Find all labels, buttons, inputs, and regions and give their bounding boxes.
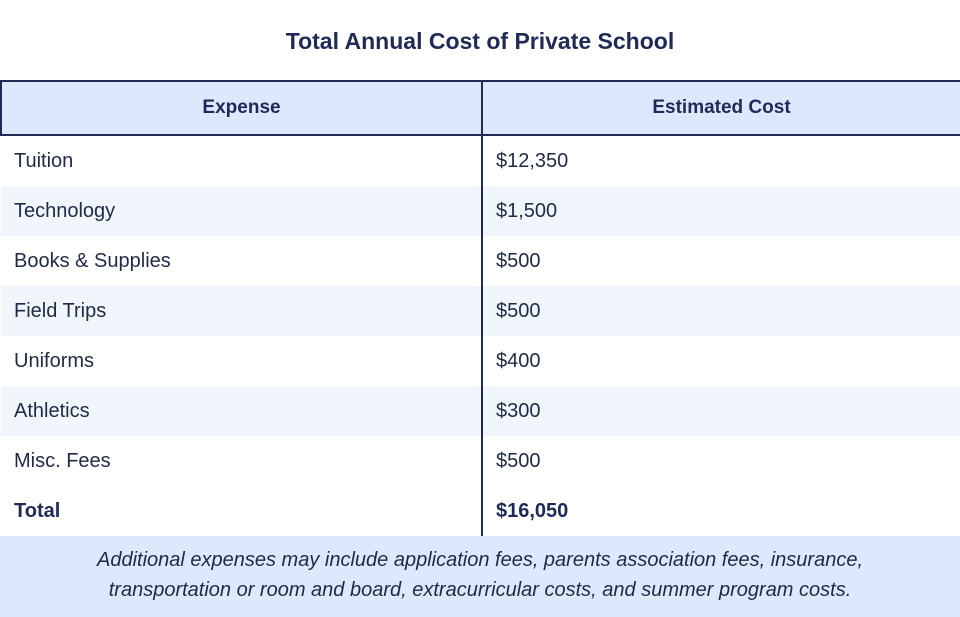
table-row bbox=[1, 336, 960, 386]
total-row bbox=[1, 486, 960, 536]
cost-cell: $500 bbox=[482, 286, 960, 336]
table-row bbox=[1, 286, 960, 336]
column-header-estimated-cost: Estimated Cost bbox=[482, 81, 960, 135]
cost-cell: $300 bbox=[482, 386, 960, 436]
cost-cell: $500 bbox=[482, 436, 960, 486]
expense-cell: Athletics bbox=[1, 386, 482, 436]
cost-cell: $500 bbox=[482, 236, 960, 286]
total-cost: $16,050 bbox=[482, 486, 960, 536]
total-label: Total bbox=[1, 486, 482, 536]
table-row bbox=[1, 236, 960, 286]
cost-cell: $1,500 bbox=[482, 186, 960, 236]
table-row bbox=[1, 186, 960, 236]
page-title: Total Annual Cost of Private School bbox=[285, 28, 675, 54]
expense-cell: Misc. Fees bbox=[1, 436, 482, 486]
expense-cell: Technology bbox=[1, 186, 482, 236]
table-row bbox=[1, 135, 960, 186]
expense-table bbox=[0, 80, 960, 536]
table-row bbox=[1, 386, 960, 436]
cost-cell: $400 bbox=[482, 336, 960, 386]
footnote: Additional expenses may include application fees, parents association fees, insurance, transportation or room and board, extracurricular costs, and summer program costs. bbox=[0, 536, 960, 617]
expense-cell: Uniforms bbox=[1, 336, 482, 386]
column-header-expense: Expense bbox=[1, 81, 482, 135]
table-row bbox=[1, 436, 960, 486]
table-header-row bbox=[1, 81, 960, 135]
cost-cell: $12,350 bbox=[482, 135, 960, 186]
expense-cell: Field Trips bbox=[1, 286, 482, 336]
expense-cell: Tuition bbox=[1, 135, 482, 186]
expense-cell: Books & Supplies bbox=[1, 236, 482, 286]
